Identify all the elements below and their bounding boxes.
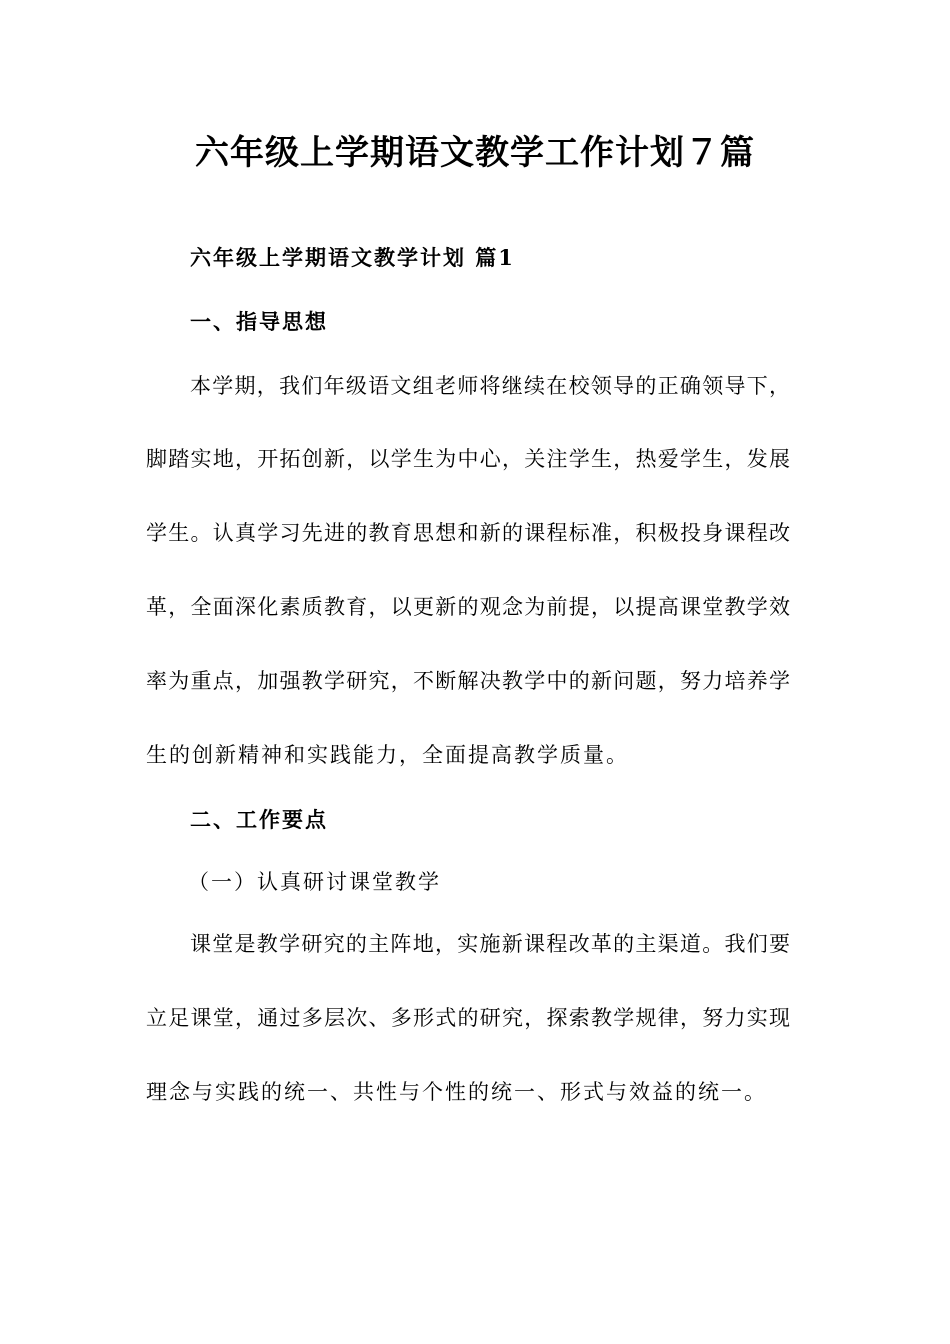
part1-line-5: 率为重点，加强教学研究，不断解决教学中的新问题，努力培养学 [146, 669, 790, 693]
part2-subheading: （一）认真研讨课堂教学 [188, 870, 441, 894]
part2-line-2: 立足课堂，通过多层次、多形式的研究，探索教学规律，努力实现 [146, 1006, 790, 1030]
section-heading: 六年级上学期语文教学计划 篇1 [190, 245, 515, 270]
document-title: 六年级上学期语文教学工作计划７篇 [195, 133, 755, 173]
part2-heading: 二、工作要点 [190, 807, 328, 832]
part1-heading: 一、指导思想 [190, 309, 328, 334]
part1-line-2: 脚踏实地，开拓创新，以学生为中心，关注学生，热爱学生，发展 [146, 447, 790, 471]
part1-line-4: 革，全面深化素质教育，以更新的观念为前提，以提高课堂教学效 [146, 595, 790, 619]
part2-line-1: 课堂是教学研究的主阵地，实施新课程改革的主渠道。我们要 [190, 932, 790, 956]
part1-line-3: 学生。认真学习先进的教育思想和新的课程标准，积极投身课程改 [146, 521, 790, 545]
part1-line-6: 生的创新精神和实践能力，全面提高教学质量。 [146, 743, 629, 767]
part1-line-1: 本学期，我们年级语文组老师将继续在校领导的正确领导下， [190, 374, 790, 398]
part2-line-3: 理念与实践的统一、共性与个性的统一、形式与效益的统一。 [146, 1080, 767, 1104]
